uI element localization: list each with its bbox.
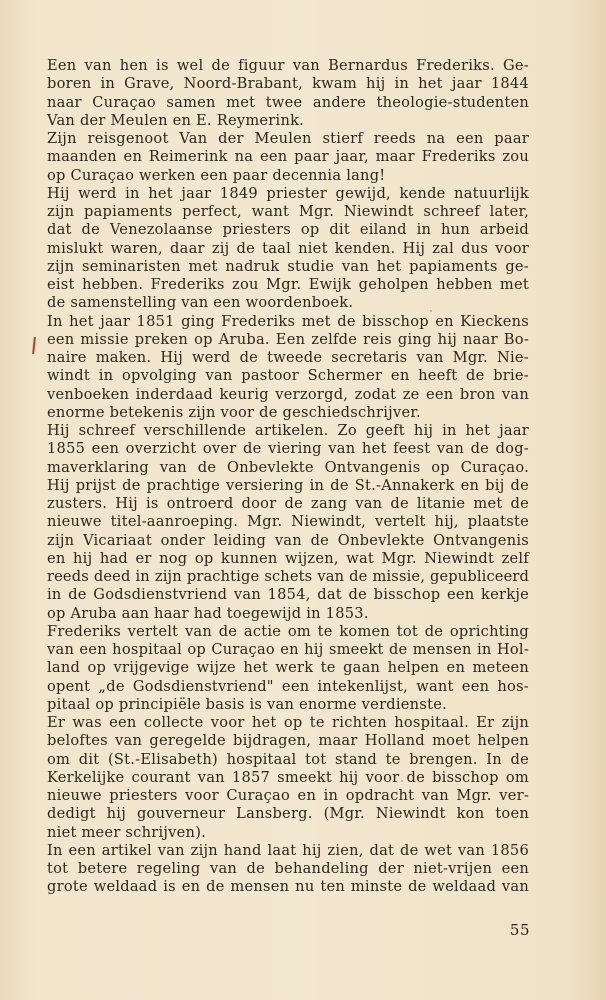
page-number: 55 <box>509 921 530 939</box>
margin-pencil-mark <box>32 337 36 354</box>
text-line: Hij prijst de prachtige versiering in de St.-Annakerk en bij de <box>47 476 529 494</box>
text-line: Van der Meulen en E. Reymerink. <box>47 111 305 129</box>
text-line: 1855 een overzicht over de viering van het feest van de dog- <box>47 440 529 458</box>
text-line: naire maken. Hij werd de tweede secretaris van Mgr. Nie- <box>47 349 529 366</box>
text-line: enorme betekenis zijn voor de geschiedschrijver. <box>47 403 421 421</box>
text-line: Een van hen is wel de figuur van Bernardus Frederiks. Ge- <box>47 57 529 74</box>
text-line: beloftes van geregelde bijdragen, maar Holland moet helpen <box>47 732 529 750</box>
text-line: en hij had er nog op kunnen wijzen, wat Mgr. Niewindt zelf <box>47 549 529 567</box>
text-line: zijn Vicariaat onder leiding van de Onbevlekte Ontvangenis <box>47 531 529 549</box>
text-line: Hij werd in het jaar 1849 priester gewijd, kende natuurlijk <box>47 184 529 202</box>
text-line: een missie preken op Aruba. Een zelfde reis ging hij naar Bo- <box>47 330 529 348</box>
text-line: dedigt hij gouverneur Lansberg. (Mgr. Niewindt kon toen <box>47 805 529 823</box>
text-line: Hij schreef verschillende artikelen. Zo geeft hij in het jaar <box>47 422 529 439</box>
text-line: de samenstelling van een woordenboek. <box>47 294 354 312</box>
text-line: Zijn reisgenoot Van der Meulen stierf reeds na een paar <box>47 130 529 147</box>
text-line: nieuwe titel-aanroeping. Mgr. Niewindt, vertelt hij, plaatste <box>47 513 529 531</box>
text-line: venboeken inderdaad keurig verzorgd, zodat ze een bron van <box>47 385 529 403</box>
text-line: van een hospitaal op Curaçao en hij smeekt de mensen in Hol- <box>47 641 529 658</box>
text-line: Kerkelijke courant van 1857 smeekt hij voor de bisschop om <box>47 768 529 786</box>
body-text <box>47 57 529 897</box>
text-line: dat de Venezolaanse priesters op dit eiland in hun arbeid <box>47 221 529 239</box>
text-line: maanden en Reimerink na een paar jaar, maar Frederiks zou <box>47 148 529 166</box>
text-line: pitaal op principiële basis is van enorme verdienste. <box>47 695 447 713</box>
text-line: zijn papiaments perfect, want Mgr. Niewindt schreef later, <box>47 203 529 220</box>
text-line: op Curaçao werken een paar decennia lang! <box>47 166 386 184</box>
text-line: boren in Grave, Noord-Brabant, kwam hij in het jaar 1844 <box>47 75 529 93</box>
text-line: maverklaring van de Onbevlekte Ontvangenis op Curaçao. <box>47 458 529 476</box>
text-line: windt in opvolging van pastoor Schermer en heeft de brie- <box>47 367 529 385</box>
text-line: tot betere regeling van de behandeling der niet-vrijen een <box>47 860 529 877</box>
text-line: opent „de Godsdienstvriend" een intekenlijst, want een hos- <box>47 677 529 695</box>
text-line: In het jaar 1851 ging Frederiks met de bisschop en Kieckens <box>47 312 529 330</box>
text-line: op Aruba aan haar had toegewijd in 1853. <box>47 604 369 622</box>
text-line: In een artikel van zijn hand laat hij zien, dat de wet van 1856 <box>47 841 529 859</box>
text-line: zusters. Hij is ontroerd door de zang van de litanie met de <box>47 495 529 512</box>
text-line: zijn seminaristen met nadruk studie van het papiaments ge- <box>47 257 529 275</box>
text-line: in de Godsdienstvriend van 1854, dat de bisschop een kerkje <box>47 586 529 604</box>
text-line: land op vrijgevige wijze het werk te gaan helpen en meteen <box>47 659 529 677</box>
text-line: nieuwe priesters voor Curaçao en in opdracht van Mgr. ver- <box>47 787 529 804</box>
text-line: niet meer schrijven). <box>47 823 207 841</box>
text-line: Frederiks vertelt van de actie om te komen tot de oprichting <box>47 622 529 640</box>
text-line: naar Curaçao samen met twee andere theologie-studenten <box>47 93 529 111</box>
text-line: om dit (St.-Elisabeth) hospitaal tot stand te brengen. In de <box>47 750 529 768</box>
text-line: eist hebben. Frederiks zou Mgr. Ewijk geholpen hebben met <box>47 276 529 293</box>
text-line: reeds deed in zijn prachtige schets van de missie, gepubliceerd <box>47 568 529 585</box>
text-line: Er was een collecte voor het op te richten hospitaal. Er zijn <box>47 714 529 731</box>
text-line: grote weldaad is en de mensen nu ten minste de weldaad van <box>47 878 529 896</box>
text-line: mislukt waren, daar zij de taal niet kenden. Hij zal dus voor <box>47 239 529 257</box>
